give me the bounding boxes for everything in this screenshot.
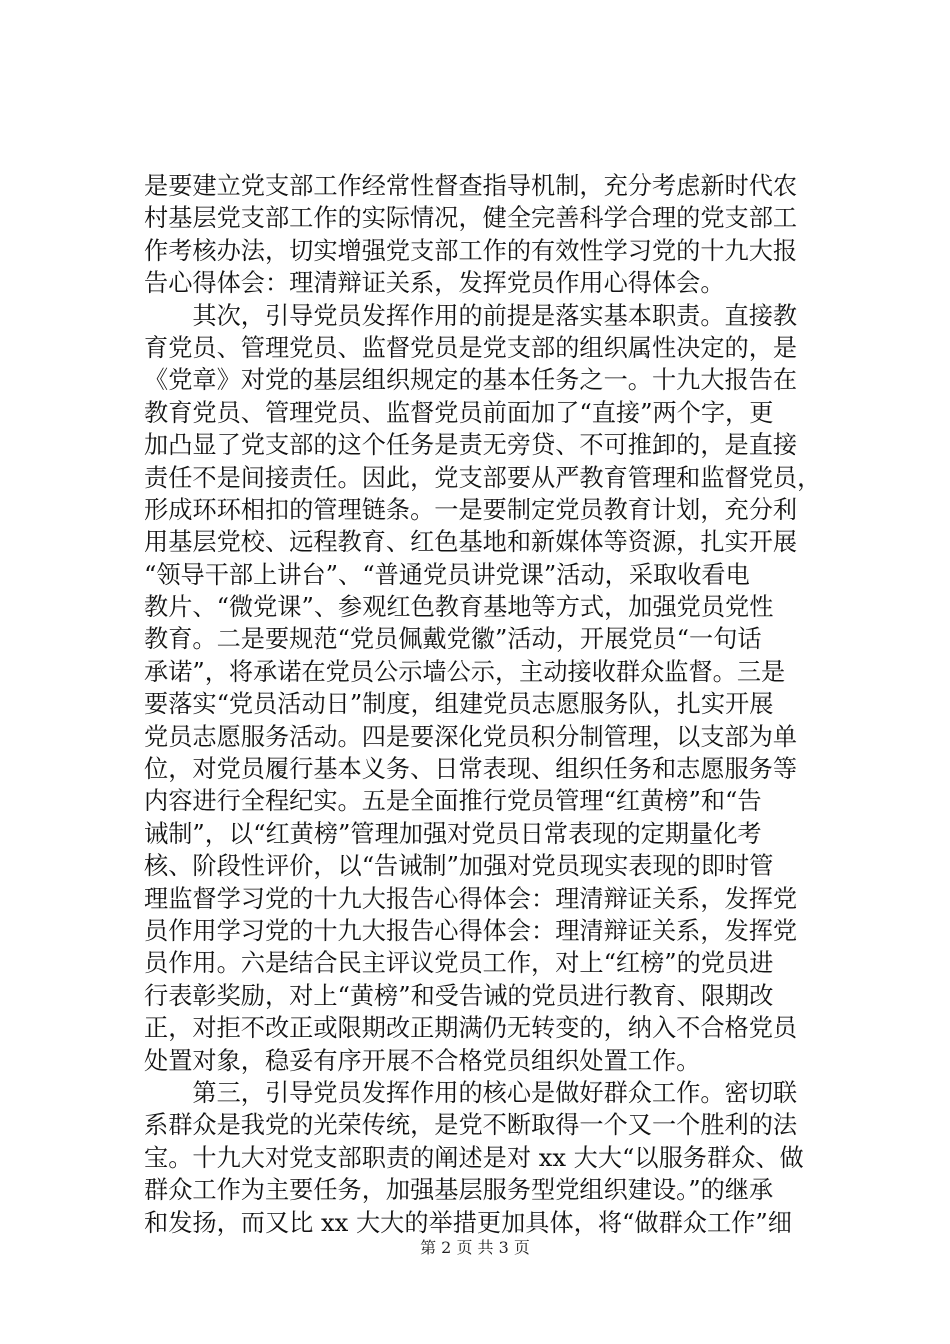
text-line: 育党员、管理党员、监督党员是党支部的组织属性决定的，是 <box>144 333 798 362</box>
text-line: 群众工作为主要任务，加强基层服务型党组织建设。”的继承 <box>144 1176 774 1205</box>
page-footer: 第 2 页 共 3 页 <box>420 1238 530 1257</box>
text-line: 是要建立党支部工作经常性督查指导机制，充分考虑新时代农 <box>144 172 798 200</box>
text-line: 村基层党支部工作的实际情况，健全完善科学合理的党支部工 <box>144 204 798 233</box>
text-line: 诫制”，以“红黄榜”管理加强对党员日常表现的定期量化考 <box>144 819 762 848</box>
text-line: 内容进行全程纪实。五是全面推行党员管理“红黄榜”和“告 <box>144 787 762 816</box>
text-line: 教育党员、管理党员、监督党员前面加了“直接”两个字，更 <box>144 398 774 427</box>
text-line: 系群众是我党的光荣传统，是党不断取得一个又一个胜利的法 <box>144 1111 798 1140</box>
text-line: 员作用。六是结合民主评议党员工作，对上“红榜”的党员进 <box>144 949 774 978</box>
text-line: 告心得体会：理清辩证关系，发挥党员作用心得体会。 <box>144 269 725 298</box>
text-line: 理监督学习党的十九大报告心得体会：理清辩证关系，发挥党 <box>144 884 798 913</box>
text-line: 教育。二是要规范“党员佩戴党徽”活动，开展党员“一句话 <box>144 625 762 654</box>
text-line: 形成环环相扣的管理链条。一是要制定党员教育计划，充分利 <box>144 495 798 524</box>
text-line: 核、阶段性评价，以“告诫制”加强对党员现实表现的即时管 <box>144 852 774 881</box>
text-line: 用基层党校、远程教育、红色基地和新媒体等资源，扎实开展 <box>144 528 798 557</box>
text-line: 作考核办法，切实增强党支部工作的有效性学习党的十九大报 <box>144 236 798 265</box>
text-line: 正，对拒不改正或限期改正期满仍无转变的，纳入不合格党员 <box>144 1014 798 1043</box>
text-line: 和发扬，而又比 xx 大大的举措更加具体，将“做群众工作”细 <box>144 1208 792 1237</box>
text-line: 责任不是间接责任。因此，党支部要从严教育管理和监督党员， <box>144 463 822 492</box>
text-line: 位，对党员履行基本义务、日常表现、组织任务和志愿服务等 <box>144 755 798 784</box>
text-line: 要落实“党员活动日”制度，组建党员志愿服务队，扎实开展 <box>144 690 774 719</box>
text-line: 第三，引导党员发挥作用的核心是做好群众工作。密切联 <box>144 1078 798 1107</box>
document-body <box>144 170 830 1239</box>
text-line: 《党章》对党的基层组织规定的基本任务之一。十九大报告在 <box>144 366 798 395</box>
text-line: 行表彰奖励，对上“黄榜”和受告诫的党员进行教育、限期改 <box>144 981 774 1010</box>
text-line: 员作用学习党的十九大报告心得体会：理清辩证关系，发挥党 <box>144 916 798 945</box>
text-line: 教片、“微党课”、参观红色教育基地等方式，加强党员党性 <box>144 593 774 622</box>
text-line: 承诺”，将承诺在党员公示墙公示，主动接收群众监督。三是 <box>144 657 786 686</box>
text-line: 加凸显了党支部的这个任务是责无旁贷、不可推卸的，是直接 <box>144 431 798 460</box>
text-line: 处置对象，稳妥有序开展不合格党员组织处置工作。 <box>144 1046 701 1075</box>
text-line: “领导干部上讲台”、“普通党员讲党课”活动，采取收看电 <box>144 560 750 589</box>
text-line: 其次，引导党员发挥作用的前提是落实基本职责。直接教 <box>144 301 798 330</box>
text-line: 党员志愿服务活动。四是要深化党员积分制管理，以支部为单 <box>144 722 798 751</box>
text-line: 宝。十九大对党支部职责的阐述是对 xx 大大“以服务群众、做 <box>144 1143 804 1172</box>
